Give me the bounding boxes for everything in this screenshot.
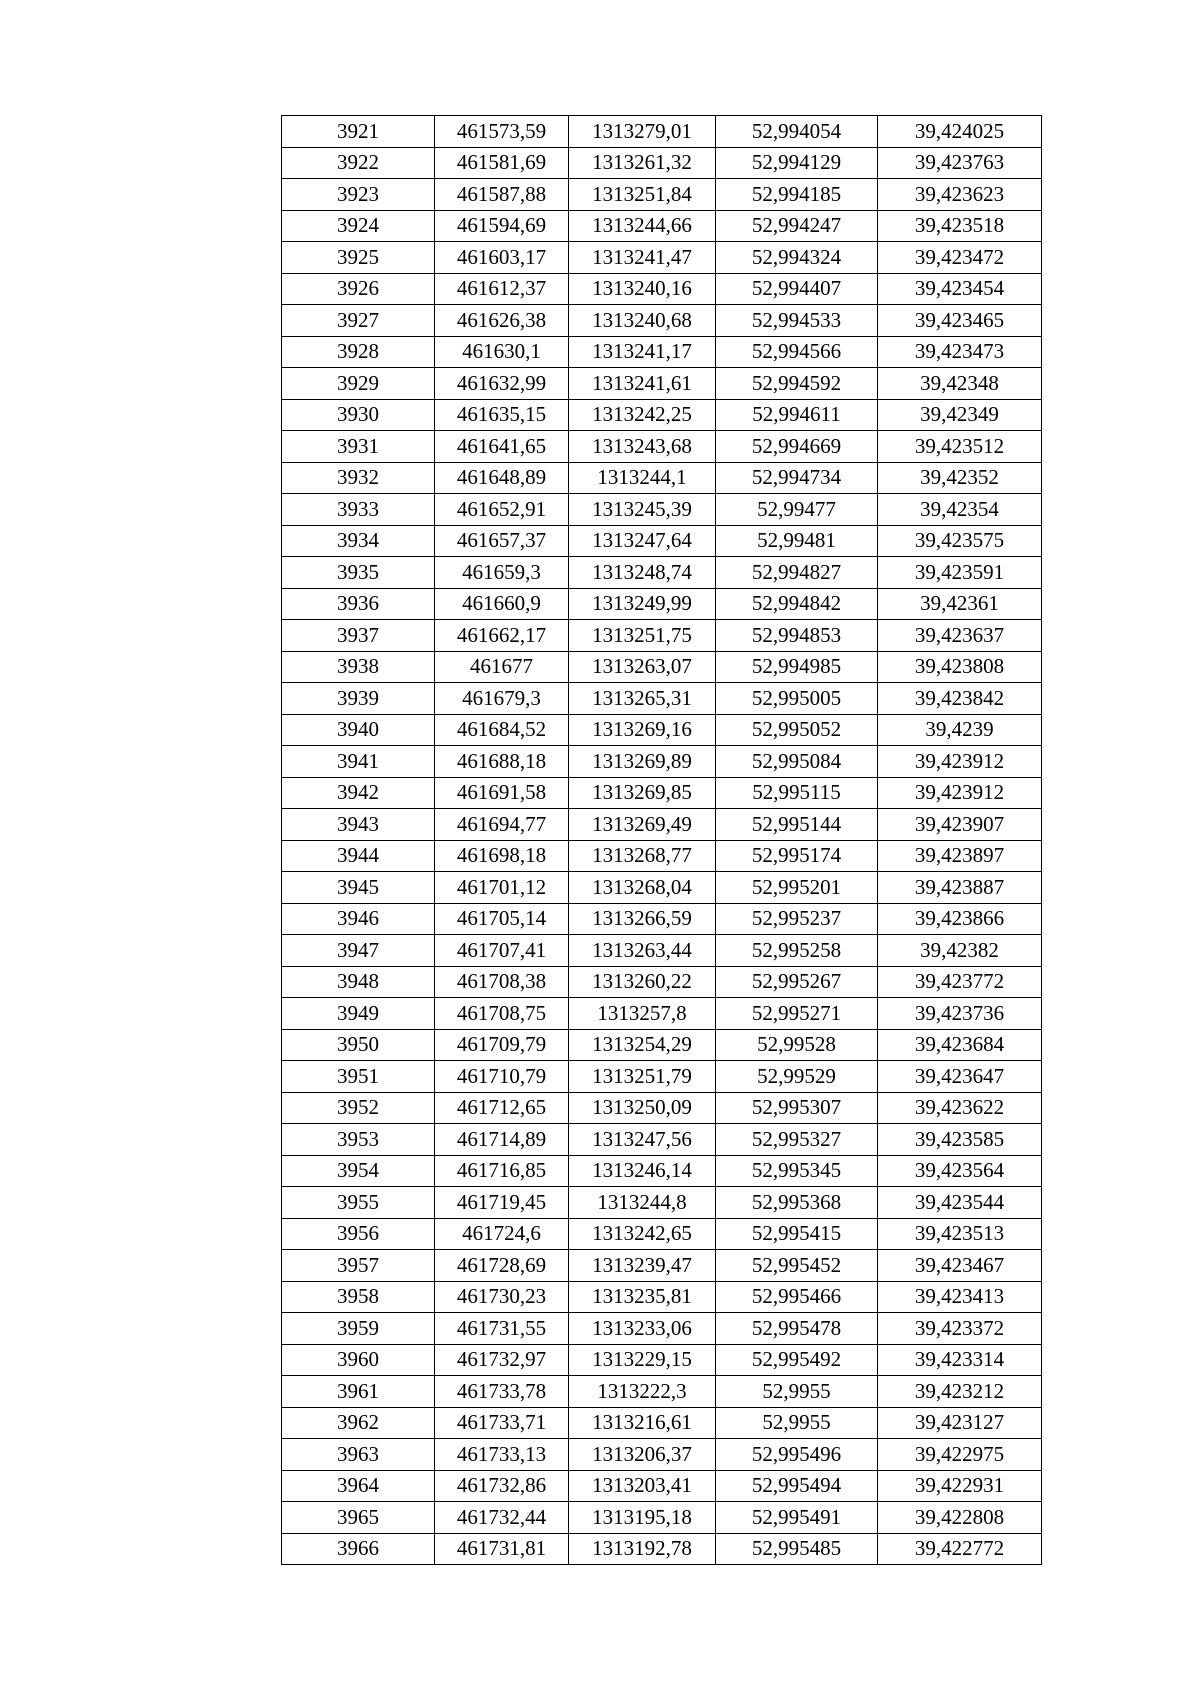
point-number-cell: 3921 <box>282 116 435 148</box>
x-coordinate-cell: 461712,65 <box>435 1092 569 1124</box>
table-row <box>282 872 1042 904</box>
x-coordinate-cell: 461732,86 <box>435 1470 569 1502</box>
y-coordinate-cell: 1313249,99 <box>569 588 716 620</box>
table-row <box>282 1502 1042 1534</box>
point-number-cell: 3950 <box>282 1029 435 1061</box>
x-coordinate-cell: 461728,69 <box>435 1250 569 1282</box>
longitude-cell: 39,423513 <box>878 1218 1042 1250</box>
latitude-cell: 52,995115 <box>716 777 878 809</box>
point-number-cell: 3929 <box>282 368 435 400</box>
longitude-cell: 39,423372 <box>878 1313 1042 1345</box>
x-coordinate-cell: 461716,85 <box>435 1155 569 1187</box>
latitude-cell: 52,995237 <box>716 903 878 935</box>
y-coordinate-cell: 1313265,31 <box>569 683 716 715</box>
y-coordinate-cell: 1313241,61 <box>569 368 716 400</box>
y-coordinate-cell: 1313251,79 <box>569 1061 716 1093</box>
point-number-cell: 3925 <box>282 242 435 274</box>
point-number-cell: 3932 <box>282 462 435 494</box>
longitude-cell: 39,423575 <box>878 525 1042 557</box>
longitude-cell: 39,42348 <box>878 368 1042 400</box>
point-number-cell: 3963 <box>282 1439 435 1471</box>
longitude-cell: 39,423808 <box>878 651 1042 683</box>
latitude-cell: 52,994669 <box>716 431 878 463</box>
point-number-cell: 3954 <box>282 1155 435 1187</box>
latitude-cell: 52,995201 <box>716 872 878 904</box>
point-number-cell: 3965 <box>282 1502 435 1534</box>
latitude-cell: 52,995478 <box>716 1313 878 1345</box>
y-coordinate-cell: 1313266,59 <box>569 903 716 935</box>
x-coordinate-cell: 461648,89 <box>435 462 569 494</box>
table-row <box>282 651 1042 683</box>
latitude-cell: 52,994054 <box>716 116 878 148</box>
latitude-cell: 52,995307 <box>716 1092 878 1124</box>
x-coordinate-cell: 461587,88 <box>435 179 569 211</box>
y-coordinate-cell: 1313241,47 <box>569 242 716 274</box>
point-number-cell: 3948 <box>282 966 435 998</box>
x-coordinate-cell: 461677 <box>435 651 569 683</box>
longitude-cell: 39,423866 <box>878 903 1042 935</box>
table-row <box>282 1281 1042 1313</box>
y-coordinate-cell: 1313269,89 <box>569 746 716 778</box>
longitude-cell: 39,423684 <box>878 1029 1042 1061</box>
x-coordinate-cell: 461731,55 <box>435 1313 569 1345</box>
longitude-cell: 39,423518 <box>878 210 1042 242</box>
longitude-cell: 39,423637 <box>878 620 1042 652</box>
y-coordinate-cell: 1313246,14 <box>569 1155 716 1187</box>
latitude-cell: 52,99481 <box>716 525 878 557</box>
latitude-cell: 52,995491 <box>716 1502 878 1534</box>
latitude-cell: 52,995466 <box>716 1281 878 1313</box>
longitude-cell: 39,423622 <box>878 1092 1042 1124</box>
coordinates-table-body <box>282 116 1042 1565</box>
longitude-cell: 39,422808 <box>878 1502 1042 1534</box>
point-number-cell: 3946 <box>282 903 435 935</box>
longitude-cell: 39,42354 <box>878 494 1042 526</box>
y-coordinate-cell: 1313235,81 <box>569 1281 716 1313</box>
y-coordinate-cell: 1313269,49 <box>569 809 716 841</box>
x-coordinate-cell: 461684,52 <box>435 714 569 746</box>
x-coordinate-cell: 461705,14 <box>435 903 569 935</box>
longitude-cell: 39,423763 <box>878 147 1042 179</box>
x-coordinate-cell: 461714,89 <box>435 1124 569 1156</box>
x-coordinate-cell: 461708,38 <box>435 966 569 998</box>
y-coordinate-cell: 1313229,15 <box>569 1344 716 1376</box>
longitude-cell: 39,423623 <box>878 179 1042 211</box>
x-coordinate-cell: 461730,23 <box>435 1281 569 1313</box>
x-coordinate-cell: 461660,9 <box>435 588 569 620</box>
table-row <box>282 746 1042 778</box>
y-coordinate-cell: 1313263,07 <box>569 651 716 683</box>
table-row <box>282 242 1042 274</box>
x-coordinate-cell: 461698,18 <box>435 840 569 872</box>
latitude-cell: 52,99529 <box>716 1061 878 1093</box>
longitude-cell: 39,423907 <box>878 809 1042 841</box>
y-coordinate-cell: 1313248,74 <box>569 557 716 589</box>
x-coordinate-cell: 461733,71 <box>435 1407 569 1439</box>
x-coordinate-cell: 461612,37 <box>435 273 569 305</box>
y-coordinate-cell: 1313250,09 <box>569 1092 716 1124</box>
x-coordinate-cell: 461626,38 <box>435 305 569 337</box>
point-number-cell: 3953 <box>282 1124 435 1156</box>
table-row <box>282 588 1042 620</box>
point-number-cell: 3952 <box>282 1092 435 1124</box>
longitude-cell: 39,423772 <box>878 966 1042 998</box>
y-coordinate-cell: 1313257,8 <box>569 998 716 1030</box>
point-number-cell: 3927 <box>282 305 435 337</box>
table-row <box>282 935 1042 967</box>
longitude-cell: 39,423887 <box>878 872 1042 904</box>
latitude-cell: 52,995267 <box>716 966 878 998</box>
table-row <box>282 1533 1042 1565</box>
point-number-cell: 3923 <box>282 179 435 211</box>
y-coordinate-cell: 1313195,18 <box>569 1502 716 1534</box>
x-coordinate-cell: 461594,69 <box>435 210 569 242</box>
longitude-cell: 39,42361 <box>878 588 1042 620</box>
table-row <box>282 399 1042 431</box>
y-coordinate-cell: 1313206,37 <box>569 1439 716 1471</box>
y-coordinate-cell: 1313269,16 <box>569 714 716 746</box>
point-number-cell: 3936 <box>282 588 435 620</box>
point-number-cell: 3943 <box>282 809 435 841</box>
latitude-cell: 52,994129 <box>716 147 878 179</box>
x-coordinate-cell: 461719,45 <box>435 1187 569 1219</box>
longitude-cell: 39,423473 <box>878 336 1042 368</box>
y-coordinate-cell: 1313268,04 <box>569 872 716 904</box>
latitude-cell: 52,995492 <box>716 1344 878 1376</box>
latitude-cell: 52,994842 <box>716 588 878 620</box>
point-number-cell: 3942 <box>282 777 435 809</box>
longitude-cell: 39,422975 <box>878 1439 1042 1471</box>
x-coordinate-cell: 461641,65 <box>435 431 569 463</box>
longitude-cell: 39,423454 <box>878 273 1042 305</box>
coordinates-table <box>281 115 1042 1565</box>
point-number-cell: 3941 <box>282 746 435 778</box>
latitude-cell: 52,995052 <box>716 714 878 746</box>
longitude-cell: 39,423585 <box>878 1124 1042 1156</box>
y-coordinate-cell: 1313263,44 <box>569 935 716 967</box>
longitude-cell: 39,423472 <box>878 242 1042 274</box>
point-number-cell: 3933 <box>282 494 435 526</box>
latitude-cell: 52,994407 <box>716 273 878 305</box>
x-coordinate-cell: 461581,69 <box>435 147 569 179</box>
y-coordinate-cell: 1313251,84 <box>569 179 716 211</box>
table-row <box>282 1439 1042 1471</box>
table-row <box>282 462 1042 494</box>
longitude-cell: 39,42382 <box>878 935 1042 967</box>
table-row <box>282 1218 1042 1250</box>
table-row <box>282 1124 1042 1156</box>
latitude-cell: 52,995415 <box>716 1218 878 1250</box>
y-coordinate-cell: 1313260,22 <box>569 966 716 998</box>
latitude-cell: 52,994592 <box>716 368 878 400</box>
latitude-cell: 52,995271 <box>716 998 878 1030</box>
x-coordinate-cell: 461694,77 <box>435 809 569 841</box>
x-coordinate-cell: 461573,59 <box>435 116 569 148</box>
x-coordinate-cell: 461731,81 <box>435 1533 569 1565</box>
x-coordinate-cell: 461708,75 <box>435 998 569 1030</box>
table-row <box>282 557 1042 589</box>
latitude-cell: 52,995485 <box>716 1533 878 1565</box>
table-row <box>282 116 1042 148</box>
table-row <box>282 683 1042 715</box>
point-number-cell: 3966 <box>282 1533 435 1565</box>
point-number-cell: 3926 <box>282 273 435 305</box>
table-row <box>282 777 1042 809</box>
point-number-cell: 3937 <box>282 620 435 652</box>
latitude-cell: 52,994734 <box>716 462 878 494</box>
y-coordinate-cell: 1313268,77 <box>569 840 716 872</box>
longitude-cell: 39,423564 <box>878 1155 1042 1187</box>
point-number-cell: 3955 <box>282 1187 435 1219</box>
point-number-cell: 3931 <box>282 431 435 463</box>
y-coordinate-cell: 1313244,8 <box>569 1187 716 1219</box>
latitude-cell: 52,9955 <box>716 1407 878 1439</box>
x-coordinate-cell: 461603,17 <box>435 242 569 274</box>
longitude-cell: 39,423212 <box>878 1376 1042 1408</box>
y-coordinate-cell: 1313240,68 <box>569 305 716 337</box>
longitude-cell: 39,423912 <box>878 746 1042 778</box>
x-coordinate-cell: 461657,37 <box>435 525 569 557</box>
x-coordinate-cell: 461688,18 <box>435 746 569 778</box>
x-coordinate-cell: 461662,17 <box>435 620 569 652</box>
x-coordinate-cell: 461707,41 <box>435 935 569 967</box>
table-row <box>282 1061 1042 1093</box>
y-coordinate-cell: 1313251,75 <box>569 620 716 652</box>
x-coordinate-cell: 461733,78 <box>435 1376 569 1408</box>
latitude-cell: 52,994247 <box>716 210 878 242</box>
latitude-cell: 52,995368 <box>716 1187 878 1219</box>
point-number-cell: 3949 <box>282 998 435 1030</box>
table-row <box>282 1187 1042 1219</box>
table-row <box>282 494 1042 526</box>
y-coordinate-cell: 1313279,01 <box>569 116 716 148</box>
point-number-cell: 3930 <box>282 399 435 431</box>
point-number-cell: 3957 <box>282 1250 435 1282</box>
point-number-cell: 3951 <box>282 1061 435 1093</box>
latitude-cell: 52,995005 <box>716 683 878 715</box>
point-number-cell: 3922 <box>282 147 435 179</box>
table-row <box>282 368 1042 400</box>
latitude-cell: 52,995084 <box>716 746 878 778</box>
x-coordinate-cell: 461732,97 <box>435 1344 569 1376</box>
x-coordinate-cell: 461679,3 <box>435 683 569 715</box>
y-coordinate-cell: 1313216,61 <box>569 1407 716 1439</box>
point-number-cell: 3947 <box>282 935 435 967</box>
point-number-cell: 3935 <box>282 557 435 589</box>
y-coordinate-cell: 1313233,06 <box>569 1313 716 1345</box>
latitude-cell: 52,995496 <box>716 1439 878 1471</box>
longitude-cell: 39,423314 <box>878 1344 1042 1376</box>
latitude-cell: 52,99477 <box>716 494 878 526</box>
table-row <box>282 525 1042 557</box>
point-number-cell: 3945 <box>282 872 435 904</box>
table-row <box>282 1376 1042 1408</box>
x-coordinate-cell: 461652,91 <box>435 494 569 526</box>
latitude-cell: 52,995144 <box>716 809 878 841</box>
latitude-cell: 52,995494 <box>716 1470 878 1502</box>
table-row <box>282 305 1042 337</box>
y-coordinate-cell: 1313261,32 <box>569 147 716 179</box>
y-coordinate-cell: 1313239,47 <box>569 1250 716 1282</box>
latitude-cell: 52,994985 <box>716 651 878 683</box>
point-number-cell: 3939 <box>282 683 435 715</box>
latitude-cell: 52,994611 <box>716 399 878 431</box>
latitude-cell: 52,995327 <box>716 1124 878 1156</box>
longitude-cell: 39,424025 <box>878 116 1042 148</box>
y-coordinate-cell: 1313247,64 <box>569 525 716 557</box>
y-coordinate-cell: 1313244,1 <box>569 462 716 494</box>
latitude-cell: 52,9955 <box>716 1376 878 1408</box>
point-number-cell: 3934 <box>282 525 435 557</box>
latitude-cell: 52,995258 <box>716 935 878 967</box>
point-number-cell: 3960 <box>282 1344 435 1376</box>
table-row <box>282 431 1042 463</box>
table-row <box>282 966 1042 998</box>
longitude-cell: 39,423842 <box>878 683 1042 715</box>
longitude-cell: 39,423912 <box>878 777 1042 809</box>
table-row <box>282 179 1042 211</box>
longitude-cell: 39,423465 <box>878 305 1042 337</box>
latitude-cell: 52,994853 <box>716 620 878 652</box>
longitude-cell: 39,423467 <box>878 1250 1042 1282</box>
longitude-cell: 39,423591 <box>878 557 1042 589</box>
longitude-cell: 39,4239 <box>878 714 1042 746</box>
table-row <box>282 1029 1042 1061</box>
table-row <box>282 714 1042 746</box>
table-row <box>282 1407 1042 1439</box>
longitude-cell: 39,423647 <box>878 1061 1042 1093</box>
latitude-cell: 52,995174 <box>716 840 878 872</box>
y-coordinate-cell: 1313240,16 <box>569 273 716 305</box>
table-row <box>282 1155 1042 1187</box>
table-row <box>282 1313 1042 1345</box>
table-row <box>282 1344 1042 1376</box>
x-coordinate-cell: 461732,44 <box>435 1502 569 1534</box>
point-number-cell: 3956 <box>282 1218 435 1250</box>
y-coordinate-cell: 1313241,17 <box>569 336 716 368</box>
point-number-cell: 3964 <box>282 1470 435 1502</box>
point-number-cell: 3959 <box>282 1313 435 1345</box>
x-coordinate-cell: 461630,1 <box>435 336 569 368</box>
table-row <box>282 809 1042 841</box>
latitude-cell: 52,994324 <box>716 242 878 274</box>
table-row <box>282 903 1042 935</box>
latitude-cell: 52,995345 <box>716 1155 878 1187</box>
x-coordinate-cell: 461701,12 <box>435 872 569 904</box>
table-row <box>282 998 1042 1030</box>
longitude-cell: 39,422931 <box>878 1470 1042 1502</box>
latitude-cell: 52,994827 <box>716 557 878 589</box>
table-row <box>282 1470 1042 1502</box>
table-row <box>282 1092 1042 1124</box>
point-number-cell: 3958 <box>282 1281 435 1313</box>
table-row <box>282 210 1042 242</box>
table-row <box>282 620 1042 652</box>
longitude-cell: 39,423736 <box>878 998 1042 1030</box>
point-number-cell: 3940 <box>282 714 435 746</box>
latitude-cell: 52,99528 <box>716 1029 878 1061</box>
point-number-cell: 3944 <box>282 840 435 872</box>
table-row <box>282 840 1042 872</box>
longitude-cell: 39,423544 <box>878 1187 1042 1219</box>
point-number-cell: 3924 <box>282 210 435 242</box>
longitude-cell: 39,423897 <box>878 840 1042 872</box>
x-coordinate-cell: 461635,15 <box>435 399 569 431</box>
x-coordinate-cell: 461691,58 <box>435 777 569 809</box>
y-coordinate-cell: 1313254,29 <box>569 1029 716 1061</box>
point-number-cell: 3938 <box>282 651 435 683</box>
latitude-cell: 52,995452 <box>716 1250 878 1282</box>
latitude-cell: 52,994533 <box>716 305 878 337</box>
x-coordinate-cell: 461632,99 <box>435 368 569 400</box>
longitude-cell: 39,42352 <box>878 462 1042 494</box>
longitude-cell: 39,42349 <box>878 399 1042 431</box>
y-coordinate-cell: 1313243,68 <box>569 431 716 463</box>
table-row <box>282 1250 1042 1282</box>
y-coordinate-cell: 1313242,25 <box>569 399 716 431</box>
point-number-cell: 3928 <box>282 336 435 368</box>
longitude-cell: 39,423127 <box>878 1407 1042 1439</box>
y-coordinate-cell: 1313244,66 <box>569 210 716 242</box>
point-number-cell: 3961 <box>282 1376 435 1408</box>
y-coordinate-cell: 1313192,78 <box>569 1533 716 1565</box>
table-row <box>282 147 1042 179</box>
y-coordinate-cell: 1313247,56 <box>569 1124 716 1156</box>
y-coordinate-cell: 1313203,41 <box>569 1470 716 1502</box>
longitude-cell: 39,423413 <box>878 1281 1042 1313</box>
y-coordinate-cell: 1313222,3 <box>569 1376 716 1408</box>
y-coordinate-cell: 1313269,85 <box>569 777 716 809</box>
longitude-cell: 39,423512 <box>878 431 1042 463</box>
point-number-cell: 3962 <box>282 1407 435 1439</box>
table-row <box>282 273 1042 305</box>
longitude-cell: 39,422772 <box>878 1533 1042 1565</box>
x-coordinate-cell: 461724,6 <box>435 1218 569 1250</box>
x-coordinate-cell: 461709,79 <box>435 1029 569 1061</box>
table-row <box>282 336 1042 368</box>
x-coordinate-cell: 461710,79 <box>435 1061 569 1093</box>
x-coordinate-cell: 461659,3 <box>435 557 569 589</box>
x-coordinate-cell: 461733,13 <box>435 1439 569 1471</box>
y-coordinate-cell: 1313245,39 <box>569 494 716 526</box>
latitude-cell: 52,994185 <box>716 179 878 211</box>
y-coordinate-cell: 1313242,65 <box>569 1218 716 1250</box>
latitude-cell: 52,994566 <box>716 336 878 368</box>
